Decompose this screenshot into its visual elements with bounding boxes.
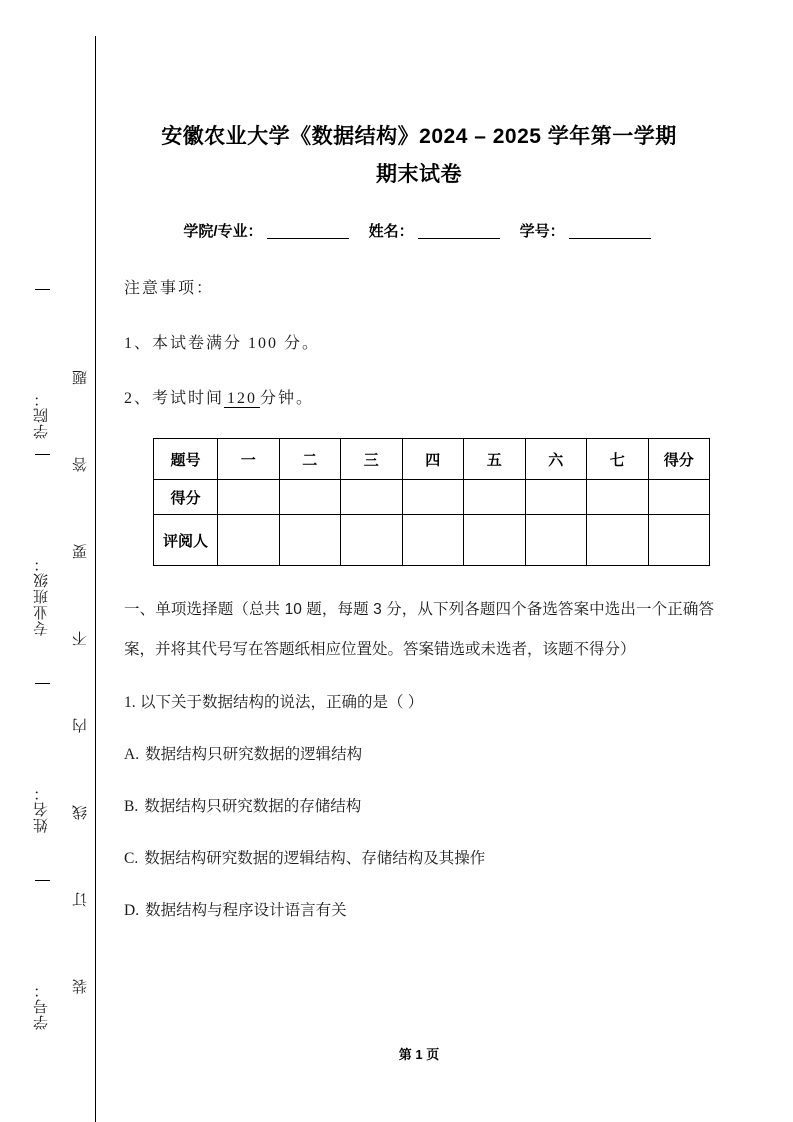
binding-field-label: 学号： [33, 982, 50, 1030]
binding-field-label: 姓名： [33, 785, 50, 833]
seal-char: 要 [72, 544, 89, 559]
question-number: 1. [124, 694, 136, 711]
exam-body [124, 0, 714, 1122]
binding-vertical-rule [95, 36, 96, 1122]
binding-field-xingming [31, 636, 52, 833]
question-text: 以下关于数据结构的说法，正确的是（ ） [139, 694, 424, 711]
marker-cell[interactable] [464, 515, 526, 566]
section-heading-multiple-choice: 一、单项选择题（总共 10 题，每题 3 分，从下列各题四个备选答案中选出一个正确答案，并将其代号写在答题纸相应位置处。答案错选或未选者，该题不得分） [124, 601, 714, 658]
page-title-line1: 安徽农业大学《数据结构》2024 – 2025 学年第一学期 [161, 125, 677, 148]
exam-duration-value: 120 [224, 390, 260, 408]
note-item-2-suffix: 分钟。 [260, 390, 315, 407]
table-row [154, 480, 710, 515]
option-label: D. [124, 902, 140, 919]
seal-char: 答 [72, 457, 89, 472]
page-title [124, 0, 714, 194]
question-1-option-d[interactable] [124, 898, 714, 924]
score-cell[interactable] [525, 480, 587, 515]
question-1-option-c[interactable] [124, 846, 714, 872]
marker-cell[interactable] [218, 515, 280, 566]
table-row [154, 515, 710, 566]
marker-cell[interactable] [402, 515, 464, 566]
student-id-blank[interactable] [569, 238, 651, 239]
score-table-header-cell: 题号 [154, 439, 218, 480]
seal-char: 题 [72, 370, 89, 385]
score-table-header-cell: 一 [218, 439, 280, 480]
option-text: 数据结构只研究数据的存储结构 [144, 798, 362, 815]
seal-char: 内 [72, 718, 89, 733]
score-table-header-cell: 六 [525, 439, 587, 480]
note-item-2 [124, 385, 714, 408]
question-1-option-a[interactable] [124, 742, 714, 768]
binding-field-label: 专业班级： [33, 556, 50, 636]
question-1 [124, 690, 714, 716]
name-label: 姓名： [368, 223, 414, 240]
seal-char: 不 [72, 631, 89, 646]
score-table-header-cell: 三 [341, 439, 403, 480]
seal-char: 线 [72, 805, 89, 820]
binding-field-xueyuan [31, 242, 52, 439]
score-table-container [124, 438, 714, 566]
score-cell[interactable] [402, 480, 464, 515]
student-id-label: 学号： [519, 223, 565, 240]
note-item-2-prefix: 2、考试时间 [124, 390, 225, 407]
score-cell[interactable] [648, 480, 710, 515]
score-cell[interactable] [341, 480, 403, 515]
table-row [154, 439, 710, 480]
binding-field-label: 学院： [33, 391, 50, 439]
score-table [153, 438, 710, 566]
question-1-option-b[interactable] [124, 794, 714, 820]
binding-field-xuehao [31, 833, 52, 1030]
score-cell[interactable] [279, 480, 341, 515]
seal-char: 装 [72, 979, 89, 994]
option-text: 数据结构与程序设计语言有关 [145, 902, 347, 919]
score-row-label: 得分 [154, 480, 218, 515]
option-text: 数据结构研究数据的逻辑结构、存储结构及其操作 [144, 850, 486, 867]
page-number-footer: 第 1 页 [398, 1047, 440, 1062]
score-table-header-cell: 七 [587, 439, 649, 480]
marker-row-label: 评阅人 [154, 515, 218, 566]
score-cell[interactable] [587, 480, 649, 515]
college-major-label: 学院/专业： [183, 223, 263, 240]
marker-cell[interactable] [648, 515, 710, 566]
score-table-header-cell: 得分 [648, 439, 710, 480]
score-cell[interactable] [464, 480, 526, 515]
college-major-blank[interactable] [267, 238, 349, 239]
binding-field-zhuanyebanji [31, 439, 52, 636]
note-item-1: 1、本试卷满分 100 分。 [124, 335, 321, 352]
binding-field-labels [24, 240, 58, 1030]
option-text: 数据结构只研究数据的逻辑结构 [145, 746, 363, 763]
score-cell[interactable] [218, 480, 280, 515]
score-table-header-cell: 五 [464, 439, 526, 480]
marker-cell[interactable] [341, 515, 403, 566]
score-table-header-cell: 二 [279, 439, 341, 480]
option-label: B. [124, 798, 139, 815]
option-label: A. [124, 746, 140, 763]
marker-cell[interactable] [587, 515, 649, 566]
binding-seal-text [68, 330, 94, 1030]
name-blank[interactable] [418, 238, 500, 239]
binding-field-rule [35, 144, 50, 291]
notes-heading: 注意事项： [124, 280, 215, 297]
marker-cell[interactable] [525, 515, 587, 566]
page-title-line2: 期末试卷 [376, 163, 462, 186]
score-table-header-cell: 四 [402, 439, 464, 480]
option-label: C. [124, 850, 139, 867]
seal-char: 订 [72, 892, 89, 907]
marker-cell[interactable] [279, 515, 341, 566]
student-info-line [124, 220, 714, 241]
